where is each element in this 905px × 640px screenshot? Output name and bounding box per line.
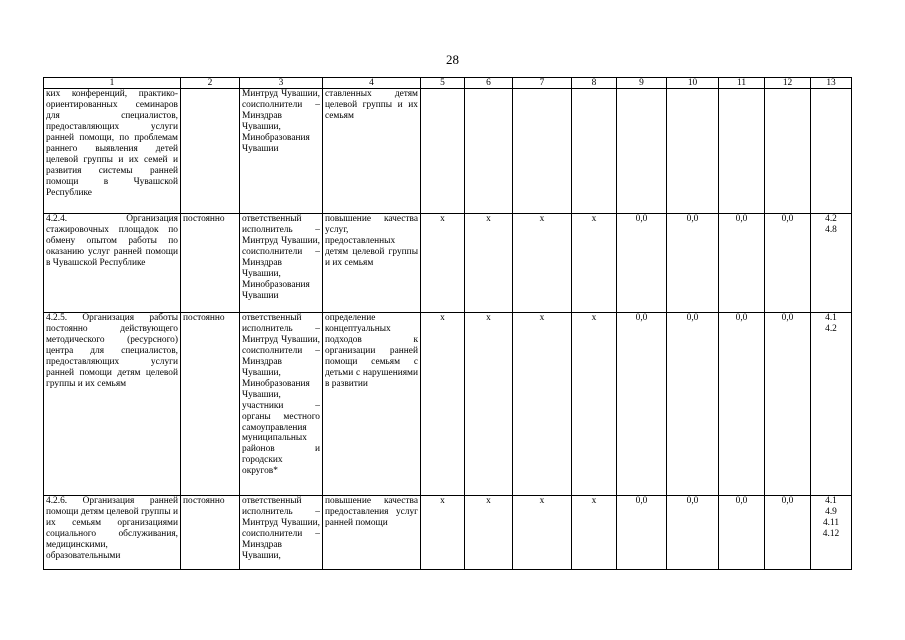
term-cell: [181, 89, 240, 214]
column-header: 9: [617, 78, 667, 89]
column-number-row: [44, 78, 852, 89]
term-cell: постоянно: [181, 313, 240, 496]
indicator-code: 4.11: [822, 517, 840, 528]
page-number: 28: [446, 52, 459, 67]
measure-cell: 4.2.5. Организация работы постоянно действующего методического (ресурсного) центра для специалистов, предоставляющих услуги ранней помощи детям целевой группы и их семьям: [44, 313, 181, 496]
funding-cell: 0,0: [765, 313, 811, 496]
value-cell: [465, 89, 513, 214]
column-header: 1: [44, 78, 181, 89]
column-header: 5: [421, 78, 465, 89]
table-row: [44, 496, 852, 570]
value-cell: [421, 89, 465, 214]
indicators-cell: [811, 214, 852, 313]
executor-cell: ответственный исполнитель – Минтруд Чувашии, соисполнители – Минздрав Чувашии,: [240, 496, 323, 570]
value-cell: x: [572, 214, 617, 313]
result-cell: ставленных детям целевой группы и их семьям: [323, 89, 421, 214]
term-cell: постоянно: [181, 214, 240, 313]
funding-cell: 0,0: [667, 313, 719, 496]
result-cell: повышение качества услуг, предоставленных детям целевой группы и их семьям: [323, 214, 421, 313]
value-cell: x: [572, 496, 617, 570]
program-measures-table: [43, 77, 852, 570]
result-cell: повышение качества предоставления услуг ранней помощи: [323, 496, 421, 570]
indicator-code: 4.1: [825, 313, 837, 323]
funding-cell: 0,0: [719, 214, 765, 313]
column-header: 3: [240, 78, 323, 89]
term-cell: постоянно: [181, 496, 240, 570]
value-cell: [513, 89, 572, 214]
measure-cell: 4.2.6. Организация ранней помощи детям целевой группы и их семьям организациями социального обслуживания, медицинскими, образовательными: [44, 496, 181, 570]
value-cell: [572, 89, 617, 214]
executor-cell: ответственный исполнитель – Минтруд Чувашии, соисполнители – Минздрав Чувашии, Минобразования Чувашии: [240, 214, 323, 313]
indicator-code: 4.2: [825, 214, 837, 224]
funding-cell: [617, 89, 667, 214]
funding-cell: 0,0: [719, 496, 765, 570]
funding-cell: 0,0: [765, 214, 811, 313]
funding-cell: 0,0: [617, 496, 667, 570]
executor-cell: Минтруд Чувашии, соисполнители – Минздрав Чувашии, Минобразования Чувашии: [240, 89, 323, 214]
table-row: [44, 313, 852, 496]
funding-cell: [719, 89, 765, 214]
executor-cell: ответственный исполнитель – Минтруд Чувашии, соисполнители – Минздрав Чувашии, Минобразования Чувашии, участники – органы местного самоуправления муниципальных районов и городских округов*: [240, 313, 323, 496]
funding-cell: 0,0: [617, 214, 667, 313]
value-cell: x: [465, 313, 513, 496]
column-header: 13: [811, 78, 852, 89]
column-header: 2: [181, 78, 240, 89]
indicators-cell: [811, 89, 852, 214]
column-header: 7: [513, 78, 572, 89]
result-cell: определение концептуальных подходов к организации ранней помощи семьям с детьми с нарушениями в развитии: [323, 313, 421, 496]
column-header: 12: [765, 78, 811, 89]
value-cell: x: [513, 496, 572, 570]
indicators-cell: [811, 313, 852, 496]
funding-cell: [765, 89, 811, 214]
value-cell: x: [513, 214, 572, 313]
value-cell: x: [572, 313, 617, 496]
indicators-cell: [811, 496, 852, 570]
column-header: 4: [323, 78, 421, 89]
column-header: 8: [572, 78, 617, 89]
table-row: [44, 89, 852, 214]
table-row: [44, 214, 852, 313]
value-cell: x: [421, 496, 465, 570]
measure-cell: 4.2.4. Организация стажировочных площадок по обмену опытом работы по оказанию услуг ранней помощи в Чувашской Республике: [44, 214, 181, 313]
value-cell: x: [421, 214, 465, 313]
value-cell: x: [465, 214, 513, 313]
measure-cell: ких конференций, практико-ориентированных семинаров для специалистов, предоставляющих услуги ранней помощи, по проблемам раннего выявления детей целевой группы и их семей и развития системы ранней помощи в Чувашской Республике: [44, 89, 181, 214]
indicator-code: 4.1: [825, 496, 837, 506]
funding-cell: [667, 89, 719, 214]
funding-cell: 0,0: [617, 313, 667, 496]
funding-cell: 0,0: [719, 313, 765, 496]
column-header: 11: [719, 78, 765, 89]
indicator-code: 4.8: [825, 224, 837, 235]
funding-cell: 0,0: [667, 214, 719, 313]
funding-cell: 0,0: [765, 496, 811, 570]
funding-cell: 0,0: [667, 496, 719, 570]
indicator-code: 4.2: [825, 323, 837, 334]
column-header: 6: [465, 78, 513, 89]
indicator-code: 4.12: [822, 528, 840, 539]
indicator-code: 4.9: [825, 506, 837, 517]
value-cell: x: [421, 313, 465, 496]
column-header: 10: [667, 78, 719, 89]
value-cell: x: [513, 313, 572, 496]
value-cell: x: [465, 496, 513, 570]
